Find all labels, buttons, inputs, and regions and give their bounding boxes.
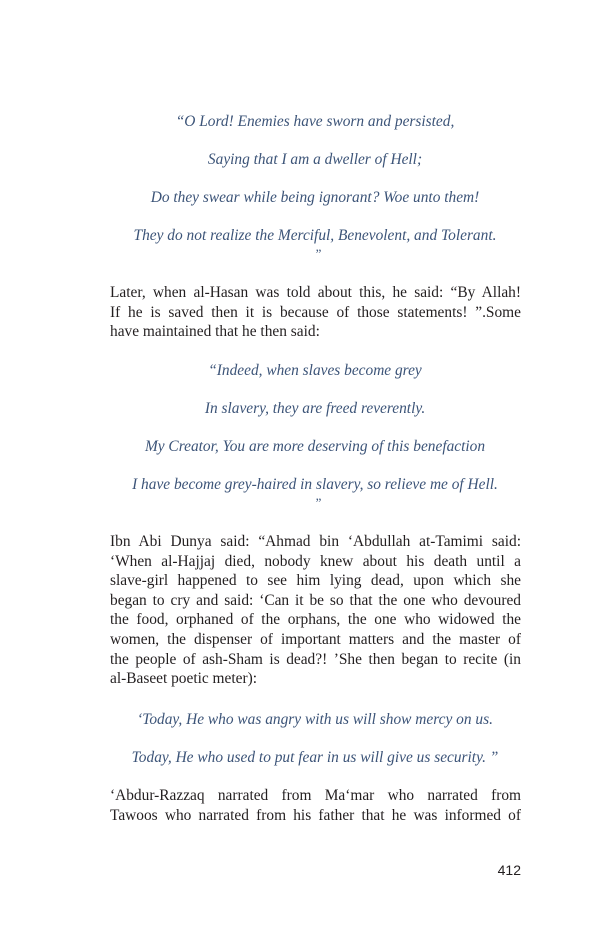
- paragraph-1-line: Later, when al-Hasan was told about this, he said: “By Allah!: [110, 284, 521, 301]
- poem3-line-2: Today, He who used to put fear in us will give us security. ”: [131, 749, 499, 766]
- paragraph-2-line: slave-girl happened to see him lying dead, upon which she: [110, 572, 521, 590]
- poem2-line-2: In slavery, they are freed reverently.: [204, 400, 426, 417]
- paragraph-2-line: the food, orphaned of the orphans, the one who widowed the: [110, 611, 521, 629]
- page-number: 412: [497, 862, 521, 878]
- paragraph-2: [110, 532, 521, 689]
- paragraph-2-line: women, the dispenser of important matters and the master of: [110, 630, 521, 648]
- poem1-line-2: Saying that I am a dweller of Hell;: [207, 151, 423, 168]
- poem2-line-4: I have become grey-haired in slavery, so relieve me of Hell.: [132, 476, 498, 493]
- paragraph-1: [110, 283, 521, 342]
- paragraph-3-line: Tawoos who narrated from his father that he was informed of: [110, 806, 521, 824]
- paragraph-2-line: ‘When al-Hajjaj died, nobody knew about his death until a: [110, 552, 521, 570]
- poem3-line-1: ‘Today, He who was angry with us will show mercy on us.: [137, 711, 493, 728]
- poem1-closing-quote: ”: [315, 246, 322, 261]
- paragraph-2-line: Ibn Abi Dunya said: “Ahmad bin ‘Abdullah at-Tamimi said:: [110, 533, 521, 550]
- paragraph-3: [110, 786, 521, 825]
- paragraph-2-line: the people of ash-Sham is dead?! ’She then began to recite (in: [110, 650, 521, 668]
- poem2-line-1: “Indeed, when slaves become grey: [208, 362, 422, 379]
- paragraph-3-line: ‘Abdur-Razzaq narrated from Ma‘mar who narrated from: [110, 787, 521, 804]
- paragraph-1-line: If he is saved then it is because of those statements! ”.Some: [110, 303, 521, 321]
- paragraph-2-line: began to cry and said: ‘Can it be so that the one who devoured: [110, 591, 521, 609]
- poem1-line-4: They do not realize the Merciful, Benevolent, and Tolerant.: [133, 227, 497, 244]
- paragraph-1-line: have maintained that he then said:: [110, 323, 320, 341]
- poem2-line-3: My Creator, You are more deserving of this benefaction: [144, 438, 486, 455]
- poem1-line-3: Do they swear while being ignorant? Woe unto them!: [150, 189, 480, 206]
- paragraph-2-line: al-Baseet poetic meter):: [110, 670, 257, 688]
- poem2-closing-quote: ”: [315, 495, 322, 510]
- poem1-line-1: “O Lord! Enemies have sworn and persisted,: [175, 113, 455, 130]
